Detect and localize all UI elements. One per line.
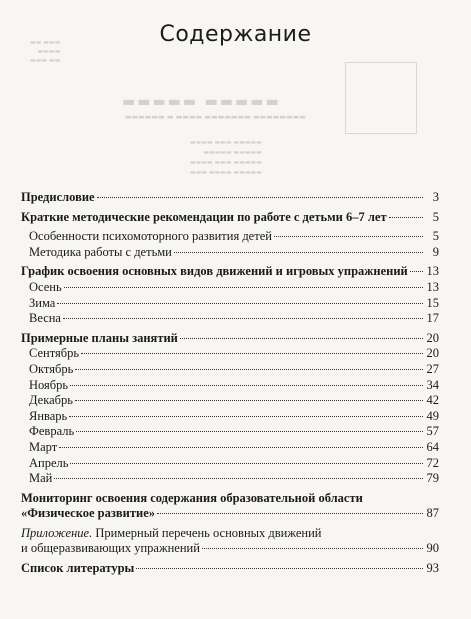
toc-entry — [21, 541, 439, 557]
toc-entry — [21, 526, 439, 542]
dot-leader — [81, 352, 423, 354]
toc-entry-title — [21, 190, 95, 205]
toc-entry — [21, 264, 439, 280]
toc-entry-title — [21, 264, 408, 279]
toc-entry-title — [29, 409, 67, 424]
toc-entry-text: Октябрь — [29, 361, 74, 376]
toc-entry-text: Особенности психомоторного развития детей — [29, 229, 272, 244]
toc-entry-title — [21, 541, 200, 556]
dot-leader — [70, 462, 423, 464]
toc-entry-text: Весна — [29, 311, 61, 326]
toc-page-number: 15 — [426, 295, 439, 310]
toc-entry-text: «Физическое развитие» — [21, 506, 155, 521]
table-of-contents — [21, 190, 439, 577]
toc-entry-title — [21, 210, 387, 225]
dot-leader — [70, 384, 423, 386]
toc-entry — [21, 378, 439, 394]
toc-entry — [21, 456, 439, 472]
bleed-through-text: ▬▬▬ ▬▬ ▬▬▬▬ ▬▬ ▬▬▬ — [30, 39, 61, 64]
toc-entry-title — [29, 346, 79, 361]
toc-entry — [21, 280, 439, 296]
toc-page-number: 49 — [426, 408, 439, 423]
toc-entry — [21, 190, 439, 206]
toc-entry-text: Осень — [29, 279, 62, 294]
toc-entry — [21, 409, 439, 425]
toc-page-number: 57 — [426, 424, 439, 439]
toc-entry-title — [29, 440, 57, 455]
toc-page-number: 20 — [426, 330, 439, 345]
bleed-through-logo: ▬▬▬▬▬ ▬▬▬▬▬ — [120, 94, 279, 110]
dot-leader — [59, 446, 423, 448]
toc-page-number: 13 — [426, 264, 439, 279]
toc-page-number: 5 — [432, 209, 439, 224]
toc-entry — [21, 362, 439, 378]
toc-entry-text: Зима — [29, 295, 56, 310]
dot-leader — [57, 302, 423, 304]
toc-entry-title — [29, 378, 68, 393]
toc-entry-text: Декабрь — [29, 393, 73, 408]
toc-page-number: 87 — [426, 506, 439, 521]
toc-entry — [21, 346, 439, 362]
toc-entry-text: Сентябрь — [29, 346, 80, 361]
page-title: Содержание — [159, 22, 312, 47]
toc-entry-text: Апрель — [29, 455, 69, 470]
dot-leader — [54, 477, 423, 479]
toc-entry-title — [29, 229, 272, 244]
toc-entry-title — [29, 296, 55, 311]
toc-page-number: 9 — [432, 244, 439, 259]
dot-leader — [97, 196, 423, 198]
toc-entry-title — [29, 393, 73, 408]
toc-page-number: 72 — [426, 455, 439, 470]
dot-leader — [389, 216, 423, 218]
toc-entry-text: Примерные планы занятий — [21, 330, 178, 345]
toc-entry-text: Методика работы с детьми — [29, 244, 172, 259]
toc-page-number: 64 — [426, 439, 439, 454]
toc-entry-title — [29, 456, 68, 471]
toc-entry-text: Март — [29, 439, 58, 454]
toc-entry-text: Январь — [29, 408, 68, 423]
toc-entry-text: Краткие методические рекомендации по работе с детьми 6–7 лет — [21, 209, 387, 224]
dot-leader — [180, 337, 423, 339]
toc-entry — [21, 424, 439, 440]
toc-entry — [21, 311, 439, 327]
toc-entry — [21, 296, 439, 312]
toc-page-number: 42 — [426, 393, 439, 408]
toc-entry-title — [29, 362, 73, 377]
dot-leader — [75, 399, 423, 401]
dot-leader — [174, 251, 423, 253]
toc-entry-text: Примерный перечень основных движений — [92, 525, 322, 540]
toc-page-number: 20 — [426, 346, 439, 361]
toc-entry-text: Ноябрь — [29, 377, 69, 392]
dot-leader — [410, 270, 423, 272]
toc-entry-text: Февраль — [29, 424, 75, 439]
dot-leader — [63, 317, 423, 319]
toc-entry-title — [29, 424, 74, 439]
toc-page-number: 79 — [426, 471, 439, 486]
toc-entry — [21, 491, 439, 507]
toc-entry — [21, 229, 439, 245]
toc-entry-text: Список литературы — [21, 561, 135, 576]
toc-entry — [21, 245, 439, 261]
toc-entry-title — [21, 561, 134, 576]
toc-entry-text: Мониторинг освоения содержания образовательной области — [21, 490, 363, 505]
toc-page-number: 90 — [426, 541, 439, 556]
toc-entry — [21, 210, 439, 226]
bleed-through-frame — [345, 62, 417, 134]
toc-entry-italic-prefix: Приложение. — [21, 525, 93, 540]
toc-entry-title — [29, 245, 172, 260]
toc-page-number: 93 — [426, 561, 439, 576]
toc-entry-text: Предисловие — [21, 190, 95, 204]
toc-entry-title — [29, 280, 62, 295]
toc-entry-title — [21, 491, 363, 506]
toc-entry — [21, 331, 439, 347]
dot-leader — [157, 512, 423, 514]
toc-entry-title — [29, 471, 52, 486]
toc-page-number: 3 — [432, 190, 439, 204]
toc-page-number: 27 — [426, 361, 439, 376]
dot-leader — [69, 415, 423, 417]
toc-page-number: 5 — [432, 229, 439, 244]
toc-entry — [21, 440, 439, 456]
dot-leader — [136, 567, 423, 569]
toc-entry — [21, 506, 439, 522]
dot-leader — [274, 235, 423, 237]
toc-entry-text: и общеразвивающих упражнений — [21, 541, 200, 556]
toc-entry-title — [21, 331, 178, 346]
toc-entry-title — [29, 311, 61, 326]
toc-entry-title — [21, 526, 321, 541]
bleed-through-text: ▬▬▬▬▬ ▬▬▬ ▬▬▬▬ ▬▬▬▬▬ ▬▬▬▬▬ ▬▬▬▬▬ ▬▬▬ ▬▬▬▬ ▬▬▬▬▬ ▬▬▬▬ ▬▬▬ — [190, 139, 262, 176]
toc-entry — [21, 393, 439, 409]
dot-leader — [64, 286, 423, 288]
bleed-through-text: ▬▬▬▬▬▬▬▬ ▬▬▬▬▬▬▬ ▬▬▬▬ ▬ ▬▬▬▬▬▬ — [125, 113, 306, 121]
toc-entry — [21, 561, 439, 577]
toc-page-number: 34 — [426, 377, 439, 392]
toc-entry-text: Май — [29, 471, 53, 486]
dot-leader — [76, 430, 423, 432]
toc-page-number: 13 — [426, 279, 439, 294]
toc-entry — [21, 471, 439, 487]
dot-leader — [202, 547, 423, 549]
toc-entry-text: График освоения основных видов движений и игровых упражнений — [21, 264, 408, 279]
toc-entry-title — [21, 506, 155, 521]
dot-leader — [75, 368, 423, 370]
toc-page-number: 17 — [426, 311, 439, 326]
